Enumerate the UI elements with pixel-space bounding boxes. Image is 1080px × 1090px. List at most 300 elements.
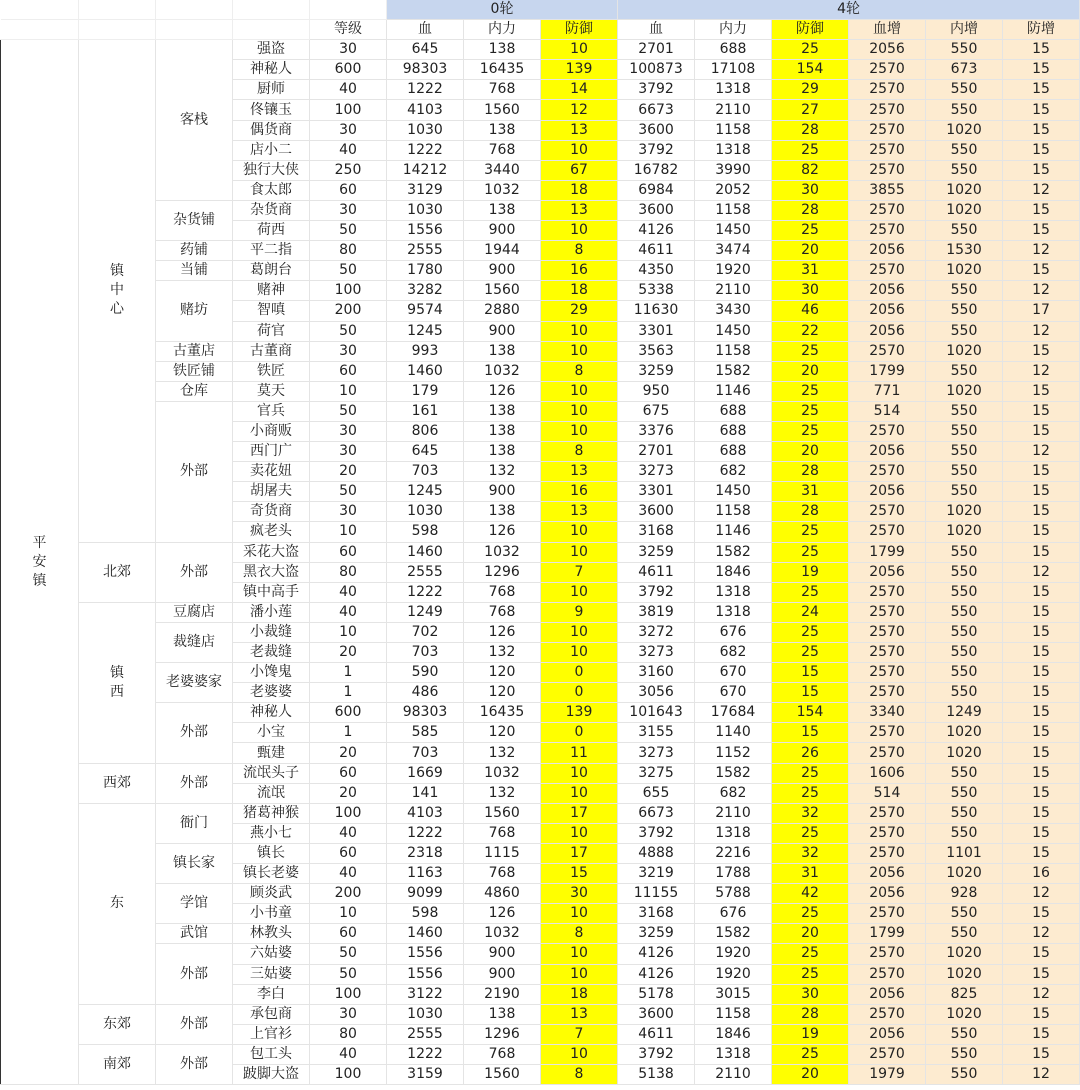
npc-name: 奇货商 — [233, 502, 310, 522]
place-cell — [156, 261, 233, 281]
def-4-cell: 31 — [772, 864, 849, 884]
table-row — [1, 924, 1080, 944]
hp-gain-cell: 2570 — [849, 421, 926, 441]
hp-0-cell: 4103 — [387, 803, 464, 823]
mp-4-cell: 3430 — [695, 301, 772, 321]
place-name: 药铺 — [180, 242, 208, 259]
hp-4-cell: 3376 — [618, 421, 695, 441]
hp-gain-cell: 2570 — [849, 602, 926, 622]
def-4-cell: 25 — [772, 763, 849, 783]
mp-0-cell: 138 — [464, 442, 541, 462]
hp-gain-cell: 2570 — [849, 140, 926, 160]
vertical-char: 西 — [110, 683, 124, 700]
hp-0-cell: 1460 — [387, 924, 464, 944]
hp-4-cell: 2701 — [618, 40, 695, 60]
hp-4-cell: 3273 — [618, 643, 695, 663]
def-4-cell: 20 — [772, 1064, 849, 1084]
def-4-cell: 25 — [772, 40, 849, 60]
vertical-char: 镇 — [32, 572, 47, 589]
hp-0-cell: 3159 — [387, 1064, 464, 1084]
npc-name: 葛朗台 — [233, 261, 310, 281]
mp-0-cell: 768 — [464, 80, 541, 100]
hp-4-cell: 5178 — [618, 984, 695, 1004]
npc-name: 莫天 — [233, 381, 310, 401]
npc-name: 六姑婆 — [233, 944, 310, 964]
mp-4-cell: 3474 — [695, 241, 772, 261]
mp-0-cell: 900 — [464, 482, 541, 502]
hp-gain-cell: 2056 — [849, 562, 926, 582]
hp-4-cell: 3259 — [618, 924, 695, 944]
mp-gain-cell: 1020 — [926, 522, 1003, 542]
town-cell — [1, 40, 79, 1085]
def-4-cell: 25 — [772, 381, 849, 401]
def-4-cell: 22 — [772, 321, 849, 341]
table-row — [1, 884, 1080, 904]
mp-4-cell: 682 — [695, 643, 772, 663]
hp-gain-cell: 2056 — [849, 1024, 926, 1044]
mp-0-cell: 16435 — [464, 60, 541, 80]
def-gain-cell: 12 — [1003, 180, 1080, 200]
hp-4-cell: 3563 — [618, 341, 695, 361]
place-name: 外部 — [180, 1055, 208, 1072]
hp-4-cell: 11155 — [618, 884, 695, 904]
level-cell: 1 — [310, 723, 387, 743]
def-4-cell: 29 — [772, 80, 849, 100]
def-0-cell: 13 — [541, 200, 618, 220]
col-header-hp-0: 血 — [387, 20, 464, 40]
def-0-cell: 10 — [541, 421, 618, 441]
def-gain-cell: 15 — [1003, 60, 1080, 80]
npc-name: 包工头 — [233, 1044, 310, 1064]
mp-0-cell: 768 — [464, 140, 541, 160]
hp-4-cell: 4611 — [618, 241, 695, 261]
def-gain-cell: 15 — [1003, 1024, 1080, 1044]
def-4-cell: 25 — [772, 542, 849, 562]
table-row — [1, 1044, 1080, 1064]
place-cell — [156, 241, 233, 261]
def-gain-cell: 15 — [1003, 663, 1080, 683]
level-cell: 30 — [310, 1004, 387, 1024]
hp-0-cell: 2318 — [387, 843, 464, 863]
def-4-cell: 154 — [772, 703, 849, 723]
table-row — [1, 381, 1080, 401]
hp-gain-cell: 3855 — [849, 180, 926, 200]
hp-gain-cell: 2570 — [849, 723, 926, 743]
mp-gain-cell: 550 — [926, 100, 1003, 120]
level-cell: 600 — [310, 703, 387, 723]
level-cell: 80 — [310, 1024, 387, 1044]
def-4-cell: 28 — [772, 1004, 849, 1024]
hp-0-cell: 179 — [387, 381, 464, 401]
mp-0-cell: 126 — [464, 381, 541, 401]
def-gain-cell: 15 — [1003, 462, 1080, 482]
place-name: 赌坊 — [180, 302, 208, 319]
def-gain-cell: 15 — [1003, 1044, 1080, 1064]
place-cell — [156, 944, 233, 1004]
place-name: 古董店 — [173, 342, 215, 359]
hp-4-cell: 3792 — [618, 1044, 695, 1064]
hp-0-cell: 703 — [387, 462, 464, 482]
mp-0-cell: 120 — [464, 683, 541, 703]
def-4-cell: 25 — [772, 823, 849, 843]
hp-0-cell: 598 — [387, 522, 464, 542]
npc-name: 镇长 — [233, 843, 310, 863]
def-4-cell: 20 — [772, 924, 849, 944]
def-4-cell: 15 — [772, 683, 849, 703]
def-0-cell: 29 — [541, 301, 618, 321]
mp-gain-cell: 550 — [926, 622, 1003, 642]
hp-gain-cell: 2056 — [849, 442, 926, 462]
hp-0-cell: 1556 — [387, 221, 464, 241]
mp-0-cell: 768 — [464, 823, 541, 843]
def-gain-cell: 17 — [1003, 301, 1080, 321]
hp-0-cell: 9574 — [387, 301, 464, 321]
mp-0-cell: 1296 — [464, 562, 541, 582]
level-cell: 40 — [310, 864, 387, 884]
hp-4-cell: 100873 — [618, 60, 695, 80]
def-4-cell: 25 — [772, 964, 849, 984]
hp-0-cell: 2555 — [387, 1024, 464, 1044]
mp-gain-cell: 550 — [926, 602, 1003, 622]
mp-gain-cell: 1020 — [926, 381, 1003, 401]
hp-gain-cell: 1799 — [849, 924, 926, 944]
hp-0-cell: 3282 — [387, 281, 464, 301]
hp-gain-cell: 2570 — [849, 120, 926, 140]
place-cell — [156, 40, 233, 201]
def-gain-cell: 12 — [1003, 361, 1080, 381]
npc-name: 独行大侠 — [233, 160, 310, 180]
col-header-def-4: 防御 — [772, 20, 849, 40]
mp-0-cell: 132 — [464, 462, 541, 482]
npc-name: 疯老头 — [233, 522, 310, 542]
mp-0-cell: 1560 — [464, 281, 541, 301]
def-gain-cell: 15 — [1003, 502, 1080, 522]
level-cell: 20 — [310, 783, 387, 803]
mp-4-cell: 1846 — [695, 562, 772, 582]
mp-gain-cell: 550 — [926, 462, 1003, 482]
table-row — [1, 944, 1080, 964]
def-0-cell: 13 — [541, 120, 618, 140]
hp-0-cell: 1460 — [387, 361, 464, 381]
level-cell: 50 — [310, 261, 387, 281]
hp-0-cell: 1780 — [387, 261, 464, 281]
def-gain-cell: 15 — [1003, 843, 1080, 863]
level-cell: 60 — [310, 924, 387, 944]
def-4-cell: 82 — [772, 160, 849, 180]
mp-gain-cell: 1530 — [926, 241, 1003, 261]
npc-name: 燕小七 — [233, 823, 310, 843]
table-row — [1, 622, 1080, 642]
hp-4-cell: 3600 — [618, 1004, 695, 1024]
mp-gain-cell: 550 — [926, 1064, 1003, 1084]
table-row — [1, 542, 1080, 562]
def-0-cell: 16 — [541, 261, 618, 281]
npc-name: 荷官 — [233, 321, 310, 341]
place-cell — [156, 924, 233, 944]
npc-name: 神秘人 — [233, 60, 310, 80]
hp-4-cell: 3792 — [618, 140, 695, 160]
mp-0-cell: 120 — [464, 723, 541, 743]
hp-4-cell: 101643 — [618, 703, 695, 723]
hp-0-cell: 1222 — [387, 1044, 464, 1064]
mp-0-cell: 132 — [464, 783, 541, 803]
mp-0-cell: 138 — [464, 421, 541, 441]
def-0-cell: 7 — [541, 1024, 618, 1044]
def-gain-cell: 15 — [1003, 723, 1080, 743]
npc-name: 古董商 — [233, 341, 310, 361]
place-name: 铁匠铺 — [173, 362, 215, 379]
hp-0-cell: 703 — [387, 743, 464, 763]
mp-4-cell: 682 — [695, 462, 772, 482]
col-header-mp-4: 内力 — [695, 20, 772, 40]
vertical-char: 心 — [110, 301, 124, 318]
table-row — [1, 843, 1080, 863]
table-row — [1, 241, 1080, 261]
mp-gain-cell: 1020 — [926, 723, 1003, 743]
mp-0-cell: 138 — [464, 502, 541, 522]
mp-gain-cell: 550 — [926, 663, 1003, 683]
def-0-cell: 10 — [541, 944, 618, 964]
mp-gain-cell: 550 — [926, 783, 1003, 803]
def-gain-cell: 15 — [1003, 944, 1080, 964]
npc-name: 顾炎武 — [233, 884, 310, 904]
def-4-cell: 25 — [772, 783, 849, 803]
def-gain-cell: 15 — [1003, 964, 1080, 984]
vertical-char: 镇 — [110, 263, 124, 280]
def-gain-cell: 15 — [1003, 221, 1080, 241]
hp-gain-cell: 2056 — [849, 482, 926, 502]
npc-name: 西门广 — [233, 442, 310, 462]
level-cell: 30 — [310, 421, 387, 441]
hp-4-cell: 3301 — [618, 321, 695, 341]
place-cell — [156, 843, 233, 883]
mp-4-cell: 17684 — [695, 703, 772, 723]
hp-4-cell: 2701 — [618, 442, 695, 462]
def-4-cell: 32 — [772, 803, 849, 823]
hp-0-cell: 1669 — [387, 763, 464, 783]
level-cell: 30 — [310, 502, 387, 522]
mp-4-cell: 1158 — [695, 1004, 772, 1024]
place-cell — [156, 703, 233, 763]
level-cell: 60 — [310, 361, 387, 381]
hp-gain-cell: 2570 — [849, 622, 926, 642]
npc-name: 智嗔 — [233, 301, 310, 321]
hp-gain-cell: 2570 — [849, 823, 926, 843]
mp-0-cell: 1560 — [464, 100, 541, 120]
hp-4-cell: 3168 — [618, 522, 695, 542]
hp-4-cell: 4126 — [618, 944, 695, 964]
npc-name: 镇长老婆 — [233, 864, 310, 884]
mp-0-cell: 138 — [464, 1004, 541, 1024]
hp-4-cell: 6984 — [618, 180, 695, 200]
mp-0-cell: 1032 — [464, 924, 541, 944]
npc-name: 李白 — [233, 984, 310, 1004]
def-gain-cell: 15 — [1003, 381, 1080, 401]
level-cell: 10 — [310, 522, 387, 542]
hp-0-cell: 993 — [387, 341, 464, 361]
hp-gain-cell: 2056 — [849, 281, 926, 301]
place-name: 豆腐店 — [173, 603, 215, 620]
def-0-cell: 13 — [541, 502, 618, 522]
def-0-cell: 10 — [541, 341, 618, 361]
hp-4-cell: 3160 — [618, 663, 695, 683]
mp-gain-cell: 673 — [926, 60, 1003, 80]
hp-gain-cell: 2056 — [849, 321, 926, 341]
hp-4-cell: 3259 — [618, 542, 695, 562]
level-cell: 20 — [310, 643, 387, 663]
npc-name: 佟镶玉 — [233, 100, 310, 120]
level-cell: 10 — [310, 381, 387, 401]
hp-4-cell: 3792 — [618, 823, 695, 843]
mp-gain-cell: 1020 — [926, 502, 1003, 522]
hp-4-cell: 3792 — [618, 80, 695, 100]
level-cell: 40 — [310, 80, 387, 100]
hp-0-cell: 1222 — [387, 140, 464, 160]
def-gain-cell: 12 — [1003, 924, 1080, 944]
level-cell: 200 — [310, 884, 387, 904]
def-0-cell: 8 — [541, 241, 618, 261]
col-header-def-0: 防御 — [541, 20, 618, 40]
mp-gain-cell: 550 — [926, 442, 1003, 462]
hp-0-cell: 645 — [387, 40, 464, 60]
def-gain-cell: 15 — [1003, 542, 1080, 562]
hp-0-cell: 1163 — [387, 864, 464, 884]
mp-0-cell: 120 — [464, 663, 541, 683]
def-gain-cell: 12 — [1003, 884, 1080, 904]
mp-4-cell: 1450 — [695, 321, 772, 341]
mp-gain-cell: 550 — [926, 160, 1003, 180]
place-cell — [156, 1044, 233, 1084]
def-4-cell: 25 — [772, 643, 849, 663]
hp-0-cell: 2555 — [387, 562, 464, 582]
npc-name: 黑衣大盗 — [233, 562, 310, 582]
mp-4-cell: 3015 — [695, 984, 772, 1004]
hp-4-cell: 6673 — [618, 803, 695, 823]
mp-4-cell: 1318 — [695, 602, 772, 622]
hp-4-cell: 3219 — [618, 864, 695, 884]
empty-cell — [1, 20, 79, 40]
mp-gain-cell: 550 — [926, 643, 1003, 663]
hp-0-cell: 98303 — [387, 703, 464, 723]
hp-gain-cell: 2570 — [849, 904, 926, 924]
hp-0-cell: 3129 — [387, 180, 464, 200]
region-name — [79, 664, 155, 702]
hp-0-cell: 161 — [387, 401, 464, 421]
place-cell — [156, 602, 233, 622]
npc-name: 荷西 — [233, 221, 310, 241]
def-0-cell: 9 — [541, 602, 618, 622]
def-4-cell: 31 — [772, 482, 849, 502]
hp-0-cell: 1556 — [387, 944, 464, 964]
def-4-cell: 26 — [772, 743, 849, 763]
hp-0-cell: 1460 — [387, 542, 464, 562]
place-name: 杂货铺 — [173, 212, 215, 229]
hp-4-cell: 3273 — [618, 743, 695, 763]
level-cell: 60 — [310, 843, 387, 863]
mp-0-cell: 1115 — [464, 843, 541, 863]
region-cell — [79, 602, 156, 763]
hp-4-cell: 3168 — [618, 904, 695, 924]
level-cell: 10 — [310, 622, 387, 642]
hp-0-cell: 3122 — [387, 984, 464, 1004]
level-cell: 1 — [310, 683, 387, 703]
mp-4-cell: 1920 — [695, 944, 772, 964]
empty-cell — [310, 0, 387, 20]
npc-name: 猪葛神猴 — [233, 803, 310, 823]
mp-0-cell: 126 — [464, 522, 541, 542]
mp-4-cell: 688 — [695, 40, 772, 60]
mp-gain-cell: 1020 — [926, 1004, 1003, 1024]
mp-4-cell: 1450 — [695, 221, 772, 241]
mp-4-cell: 676 — [695, 904, 772, 924]
hp-4-cell: 3056 — [618, 683, 695, 703]
hp-gain-cell: 2570 — [849, 582, 926, 602]
region-cell — [79, 763, 156, 803]
hp-gain-cell: 2570 — [849, 261, 926, 281]
def-4-cell: 154 — [772, 60, 849, 80]
def-0-cell: 10 — [541, 381, 618, 401]
def-4-cell: 25 — [772, 582, 849, 602]
mp-0-cell: 900 — [464, 321, 541, 341]
npc-name: 承包商 — [233, 1004, 310, 1024]
region-name — [79, 262, 155, 319]
def-0-cell: 8 — [541, 924, 618, 944]
npc-name: 跛脚大盗 — [233, 1064, 310, 1084]
hp-4-cell: 4126 — [618, 964, 695, 984]
def-gain-cell: 15 — [1003, 522, 1080, 542]
def-4-cell: 28 — [772, 200, 849, 220]
level-cell: 30 — [310, 200, 387, 220]
def-gain-cell: 15 — [1003, 401, 1080, 421]
def-gain-cell: 12 — [1003, 241, 1080, 261]
level-cell: 100 — [310, 1064, 387, 1084]
def-0-cell: 18 — [541, 281, 618, 301]
mp-gain-cell: 1020 — [926, 341, 1003, 361]
level-cell: 30 — [310, 442, 387, 462]
def-0-cell: 10 — [541, 783, 618, 803]
mp-gain-cell: 1020 — [926, 864, 1003, 884]
hp-gain-cell: 2570 — [849, 683, 926, 703]
mp-0-cell: 138 — [464, 341, 541, 361]
mp-4-cell: 1318 — [695, 1044, 772, 1064]
place-cell — [156, 763, 233, 803]
empty-cell — [156, 20, 233, 40]
def-4-cell: 20 — [772, 241, 849, 261]
npc-name: 小商贩 — [233, 421, 310, 441]
npc-name: 店小二 — [233, 140, 310, 160]
hp-gain-cell: 1799 — [849, 542, 926, 562]
mp-gain-cell: 550 — [926, 301, 1003, 321]
group-4-round-header: 4轮 — [618, 0, 1080, 20]
hp-4-cell: 11630 — [618, 301, 695, 321]
mp-0-cell: 16435 — [464, 703, 541, 723]
place-cell — [156, 200, 233, 240]
def-0-cell: 10 — [541, 401, 618, 421]
hp-0-cell: 14212 — [387, 160, 464, 180]
def-4-cell: 27 — [772, 100, 849, 120]
mp-0-cell: 132 — [464, 743, 541, 763]
mp-4-cell: 5788 — [695, 884, 772, 904]
def-gain-cell: 15 — [1003, 783, 1080, 803]
col-header-hp-4: 血 — [618, 20, 695, 40]
def-gain-cell: 15 — [1003, 261, 1080, 281]
hp-0-cell: 1222 — [387, 80, 464, 100]
mp-gain-cell: 1249 — [926, 703, 1003, 723]
mp-0-cell: 900 — [464, 261, 541, 281]
npc-name: 老婆婆 — [233, 683, 310, 703]
def-gain-cell: 15 — [1003, 823, 1080, 843]
level-cell: 60 — [310, 542, 387, 562]
